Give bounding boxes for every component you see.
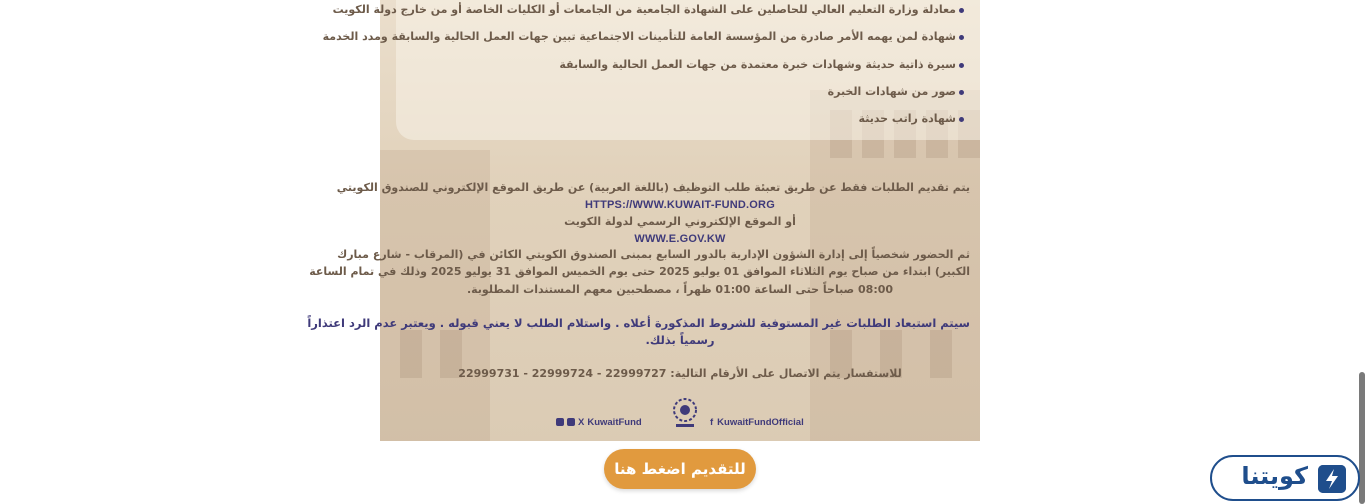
bullet-icon — [959, 90, 964, 95]
attendance-line-1: ثم الحضور شخصياً إلى إدارة الشؤون الإدارية بالدور السابع بمبنى الصندوق الكويتي الكائن في (المرقاب - شارع مبارك — [337, 248, 970, 261]
x-icon: X — [578, 417, 585, 428]
apply-here-button[interactable]: للتقديم اضغط هنا — [604, 449, 756, 489]
fund-website-url: HTTPS://WWW.KUWAIT-FUND.ORG — [585, 199, 775, 211]
gov-website-note: أو الموقع الإلكتروني الرسمي لدولة الكويت — [564, 215, 796, 228]
attendance-line-2: الكبير) ابتداء من صباح يوم الثلاثاء الموافق 01 يوليو 2025 حتى يوم الخميس الموافق 31 يوليو 2025 وذلك في تمام الساعة — [309, 265, 970, 278]
social-handles-right — [710, 417, 804, 428]
lightning-logo-icon — [1318, 465, 1346, 493]
bullet-icon — [959, 35, 964, 40]
site-logo-text: كويتنا — [1241, 462, 1308, 490]
instagram-icon — [567, 418, 575, 426]
contact-numbers: للاستفسار يتم الاتصال على الأرقام التالية: 22999727 - 22999724 - 22999731 — [458, 367, 902, 380]
youtube-icon — [556, 418, 564, 426]
document-text: صور من شهادات الخبرة — [827, 85, 956, 98]
gov-website-url: WWW.E.GOV.KW — [634, 233, 726, 245]
bullet-icon — [959, 8, 964, 13]
apply-instructions: يتم تقديم الطلبات فقط عن طريق تعبئة طلب التوظيف (باللغة العربية) عن طريق الموقع الإلكتروني للصندوق الكويتي — [336, 181, 970, 194]
document-text: سيرة ذاتية حديثة وشهادات خبرة معتمدة من جهات العمل الحالية والسابقة — [559, 58, 956, 71]
document-item — [333, 3, 964, 16]
document-text: معادلة وزارة التعليم العالي للحاصلين على الشهادة الجامعية من الجامعات أو الكليات الخاصة أو من خارج دولة الكويت — [332, 3, 956, 16]
bullet-icon — [959, 117, 964, 122]
document-item — [828, 85, 964, 98]
facebook-icon: f — [710, 417, 714, 428]
document-item — [323, 30, 964, 43]
bullet-icon — [959, 63, 964, 68]
warning-line-2: رسمياً بذلك. — [645, 333, 715, 347]
document-text: شهادة راتب حديثة — [858, 112, 956, 125]
job-announcement-poster — [307, 0, 980, 441]
document-text: شهادة لمن يهمه الأمر صادرة من المؤسسة العامة للتأمينات الاجتماعية تبين جهات العمل الحالية والسابقة ومدد الخدمة — [322, 30, 956, 43]
page-scrollbar[interactable] — [1359, 372, 1365, 504]
document-item — [559, 58, 964, 71]
social-handle: KuwaitFund — [587, 417, 642, 428]
social-handle: KuwaitFundOfficial — [717, 417, 804, 428]
social-handles-left — [556, 417, 642, 428]
warning-line-1: سيتم استبعاد الطلبات غير المستوفية للشروط المذكورة أعلاه . واستلام الطلب لا يعني قبوله . ويعتبر عدم الرد اعتذاراً — [307, 316, 970, 330]
site-logo[interactable] — [1210, 455, 1360, 501]
document-item — [859, 112, 964, 125]
attendance-line-3: 08:00 صباحاً حتى الساعة 01:00 ظهراً ، مصطحبين معهم المستندات المطلوبة. — [466, 283, 894, 296]
kuwait-fund-emblem-icon — [668, 396, 702, 430]
